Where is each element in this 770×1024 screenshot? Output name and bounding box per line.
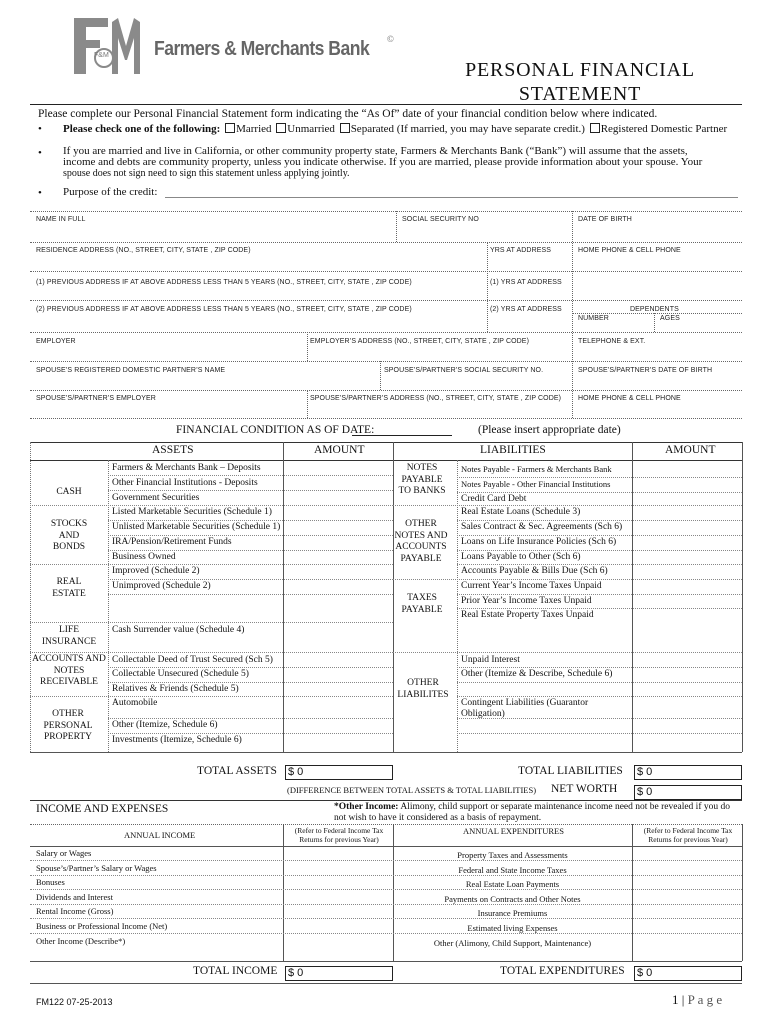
spouse-ssn-field[interactable]: SPOUSE’S/PARTNER’S SOCIAL SECURITY NO. [384, 367, 544, 374]
liability-item[interactable]: Loans Payable to Other (Sch 6) [461, 552, 581, 562]
annual-expenditures-header: ANNUAL EXPENDITURES [463, 826, 564, 836]
difference-label: (DIFFERENCE BETWEEN TOTAL ASSETS & TOTAL LIABILITIES) [287, 785, 537, 795]
liability-item[interactable]: Prior Year’s Income Taxes Unpaid [461, 596, 592, 606]
expense-item[interactable]: Insurance Premiums [477, 908, 548, 919]
separated-checkbox[interactable] [340, 123, 350, 133]
liability-item[interactable]: Sales Contract & Sec. Agreements (Sch 6) [461, 522, 623, 532]
income-tax-note [285, 826, 393, 844]
asset-item[interactable]: Business Owned [112, 552, 176, 562]
income-item[interactable]: Bonuses [36, 877, 65, 887]
expense-tax-note-1: (Refer to Federal Income Tax [643, 826, 733, 835]
asset-item[interactable]: Government Securities [112, 493, 200, 503]
dependents-label: DEPENDENTS [630, 306, 679, 313]
stocks-bonds-category: STOCKS AND BONDS [50, 519, 88, 552]
date-hint: (Please insert appropriate date) [478, 424, 621, 436]
previous-yrs-1-field[interactable]: (1) YRS AT ADDRESS [490, 279, 562, 286]
copyright-mark: © [387, 34, 394, 44]
as-of-date-input[interactable] [352, 435, 452, 436]
other-income-text-2: not wish to have it considered as a basis of repayment. [334, 813, 542, 823]
unmarried-label: Unmarried [287, 123, 335, 135]
asset-item[interactable]: IRA/Pension/Retirement Funds [112, 537, 232, 547]
total-liabilities-label: TOTAL LIABILITIES [518, 765, 623, 777]
spouse-phone-field[interactable]: HOME PHONE & CELL PHONE [578, 395, 681, 402]
total-assets-field[interactable]: $ 0 [285, 765, 393, 780]
asset-item[interactable]: Relatives & Friends (Schedule 5) [112, 684, 239, 694]
expense-tax-note-2: Returns for previous Year) [648, 835, 728, 844]
residence-address-field[interactable]: RESIDENCE ADDRESS (NO., STREET, CITY, STATE , ZIP CODE) [36, 247, 251, 254]
liabilities-header: LIABILITIES [480, 444, 546, 456]
assets-header: ASSETS [152, 444, 194, 456]
previous-address-1-field[interactable]: (1) PREVIOUS ADDRESS IF AT ABOVE ADDRESS LESS THAN 5 YEARS (NO., STREET, CITY, STATE , ZIP CODE) [36, 279, 412, 286]
spouse-address-field[interactable]: SPOUSE’S/PARTNER’S ADDRESS (NO., STREET, CITY, STATE , ZIP CODE) [310, 395, 562, 402]
bullet-icon: • [38, 123, 42, 135]
california-line-1: If you are married and live in California, or other community property state, Farmers & Merchants Bank (“Bank”) will assume that the assets, [63, 145, 688, 157]
income-item[interactable]: Spouse’s/Partner’s Salary or Wages [36, 863, 157, 873]
asset-item[interactable]: Unimproved (Schedule 2) [112, 581, 211, 591]
california-line-2: income and debts are community property, unless you indicate otherwise. If you are married, please provide information about your spouse. Your [63, 156, 703, 168]
total-assets-label: TOTAL ASSETS [197, 765, 277, 777]
separated-label: Separated (If married, you may have separate credit.) [350, 123, 585, 135]
asset-item[interactable]: Listed Marketable Securities (Schedule 1) [112, 507, 272, 517]
liability-item[interactable]: Real Estate Loans (Schedule 3) [461, 507, 581, 517]
previous-address-2-field[interactable]: (2) PREVIOUS ADDRESS IF AT ABOVE ADDRESS LESS THAN 5 YEARS (NO., STREET, CITY, STATE , ZIP CODE) [36, 306, 412, 313]
asset-item[interactable]: Cash Surrender value (Schedule 4) [112, 625, 245, 635]
income-tax-note-1: (Refer to Federal Income Tax [294, 826, 384, 835]
liability-item[interactable]: Other (Itemize & Describe, Schedule 6) [461, 669, 613, 679]
liability-item[interactable]: Notes Payable - Other Financial Institutions [461, 479, 611, 489]
income-item[interactable]: Business or Professional Income (Net) [36, 921, 168, 931]
asset-item[interactable]: Collectable Unsecured (Schedule 5) [112, 669, 249, 679]
other-income-bold: *Other Income: [334, 802, 399, 812]
married-label: Married [236, 123, 272, 135]
other-income-note [334, 802, 730, 824]
asset-item[interactable]: Other (Itemize, Schedule 6) [112, 720, 218, 730]
asset-item[interactable]: Farmers & Merchants Bank – Deposits [112, 463, 261, 473]
expense-item[interactable]: Property Taxes and Assessments [457, 850, 568, 860]
liability-item[interactable]: Loans on Life Insurance Policies (Sch 6) [461, 537, 617, 547]
page-title-line1: PERSONAL FINANCIAL [465, 59, 695, 81]
name-full-field[interactable]: NAME IN FULL [36, 216, 86, 223]
liability-item[interactable]: Notes Payable - Farmers & Merchants Bank [461, 464, 612, 474]
asset-item[interactable]: Collectable Deed of Trust Secured (Sch 5) [112, 655, 273, 665]
telephone-ext-field[interactable]: TELEPHONE & EXT. [578, 338, 646, 345]
other-income-text: Alimony, child support or separate maintenance income need not be revealed if you do [398, 802, 730, 812]
asset-item[interactable]: Automobile [112, 698, 158, 708]
income-expenses-title: INCOME AND EXPENSES [36, 803, 169, 815]
purpose-label: Purpose of the credit: [63, 186, 158, 198]
notes-payable-category: NOTES PAYABLE TO BANKS [398, 463, 446, 496]
california-notice [63, 146, 743, 179]
spouse-dob-field[interactable]: SPOUSE’S/PARTNER’S DATE OF BIRTH [578, 367, 713, 374]
expense-items [393, 848, 632, 950]
ssn-field[interactable]: SOCIAL SECURITY NO [402, 216, 479, 223]
total-liabilities-field[interactable]: $ 0 [634, 765, 742, 780]
check-prompt: Please check one of the following: [63, 123, 221, 135]
dependents-number-field[interactable]: NUMBER [578, 315, 609, 322]
liability-item[interactable]: Credit Card Debt [461, 494, 527, 504]
logo-monogram-text: F&M [94, 52, 109, 59]
income-item[interactable]: Salary or Wages [36, 848, 92, 858]
asset-item[interactable]: Improved (Schedule 2) [112, 566, 200, 576]
page-indicator: 1 | P a g e [672, 992, 723, 1007]
liability-item[interactable]: Contingent Liabilities (Guarantor [461, 698, 589, 708]
net-worth-label: NET WORTH [551, 783, 618, 795]
fm-monogram-icon [72, 16, 154, 76]
title-rule [30, 104, 742, 105]
other-notes-category: OTHER NOTES AND ACCOUNTS PAYABLE [394, 519, 448, 564]
home-phone-field[interactable]: HOME PHONE & CELL PHONE [578, 247, 681, 254]
income-item[interactable]: Other Income (Describe*) [36, 936, 126, 946]
expense-item[interactable]: Other (Alimony, Child Support, Maintenance) [433, 937, 592, 948]
employer-address-field[interactable]: EMPLOYER’S ADDRESS (NO., STREET, CITY, STATE , ZIP CODE) [310, 338, 530, 345]
net-worth-field[interactable]: $ 0 [634, 785, 742, 800]
spouse-name-field[interactable]: SPOUSE’S REGISTERED DOMESTIC PARTNER’S NAME [36, 367, 226, 374]
purpose-input-line[interactable] [165, 197, 738, 198]
california-line-3: spouse does not sign need to sign this statement unless applying jointly. [63, 168, 350, 179]
income-item[interactable]: Dividends and Interest [36, 892, 113, 902]
taxes-payable-category: TAXES PAYABLE [401, 593, 443, 615]
liability-item[interactable]: Accounts Payable & Bills Due (Sch 6) [461, 566, 608, 576]
dependents-ages-field[interactable]: AGES [660, 315, 680, 322]
total-income-label: TOTAL INCOME [193, 965, 278, 977]
page-word: P a g e [687, 992, 723, 1007]
liability-item[interactable]: Current Year’s Income Taxes Unpaid [461, 581, 602, 591]
income-tax-note-2: Returns for previous Year) [299, 835, 379, 844]
bank-name: Farmers & Merchants Bank [154, 38, 370, 60]
expense-tax-note [634, 826, 742, 844]
page-title-line2: STATEMENT [518, 83, 642, 105]
employer-field[interactable]: EMPLOYER [36, 338, 76, 345]
real-estate-category: REAL ESTATE [52, 577, 86, 599]
accounts-receivable-category: ACCOUNTS AND NOTES RECEIVABLE [32, 654, 106, 687]
life-insurance-category: LIFE INSURANCE [41, 625, 97, 647]
bullet-icon: • [38, 187, 42, 199]
liability-item[interactable]: Real Estate Property Taxes Unpaid [461, 610, 594, 620]
expense-item[interactable]: Real Estate Loan Payments [465, 879, 560, 890]
domestic-partner-checkbox[interactable] [590, 123, 600, 133]
domestic-partner-label: Registered Domestic Partner [600, 123, 728, 135]
expense-item[interactable]: Estimated living Expenses [467, 922, 558, 933]
expense-item[interactable]: Federal and State Income Taxes [458, 864, 567, 875]
income-item[interactable]: Rental Income (Gross) [36, 906, 114, 916]
other-liabilities-category: OTHER LIABILITES [397, 678, 449, 700]
marital-status-row [63, 123, 727, 135]
other-personal-property-category: OTHER PERSONAL PROPERTY [43, 709, 93, 742]
total-expenditures-label: TOTAL EXPENDITURES [500, 965, 625, 977]
form-code: FM122 07-25-2013 [36, 997, 113, 1007]
intro-line: Please complete our Personal Financial Statement form indicating the “As Of” date of your financial condition below where indicated. [38, 108, 658, 120]
dob-field[interactable]: DATE OF BIRTH [578, 216, 632, 223]
total-expenditures-field[interactable]: $ 0 [634, 966, 742, 981]
financial-condition-label: FINANCIAL CONDITION AS OF DATE: [176, 424, 375, 436]
asset-item[interactable]: Unlisted Marketable Securities (Schedule 1) [112, 522, 281, 532]
page-number: 1 [672, 992, 679, 1007]
spouse-employer-field[interactable]: SPOUSE’S/PARTNER’S EMPLOYER [36, 395, 156, 402]
total-income-field[interactable]: $ 0 [285, 966, 393, 981]
bullet-icon: • [38, 147, 42, 159]
cash-category: CASH [56, 487, 82, 497]
page-title [420, 58, 740, 106]
unmarried-checkbox[interactable] [276, 123, 286, 133]
asset-item[interactable]: Investments (Itemize, Schedule 6) [112, 735, 242, 745]
asset-item[interactable]: Other Financial Institutions - Deposits [112, 478, 258, 488]
liabilities-amount-header: AMOUNT [665, 444, 716, 456]
annual-income-header: ANNUAL INCOME [124, 830, 196, 840]
previous-yrs-2-field[interactable]: (2) YRS AT ADDRESS [490, 306, 562, 313]
yrs-at-address-field[interactable]: YRS AT ADDRESS [490, 247, 552, 254]
bank-logo [72, 16, 402, 76]
liability-item[interactable]: Obligation) [461, 709, 505, 719]
married-checkbox[interactable] [225, 123, 235, 133]
expense-item[interactable]: Payments on Contracts and Other Notes [444, 893, 581, 904]
liability-item[interactable]: Unpaid Interest [461, 655, 520, 665]
assets-amount-header: AMOUNT [314, 444, 365, 456]
